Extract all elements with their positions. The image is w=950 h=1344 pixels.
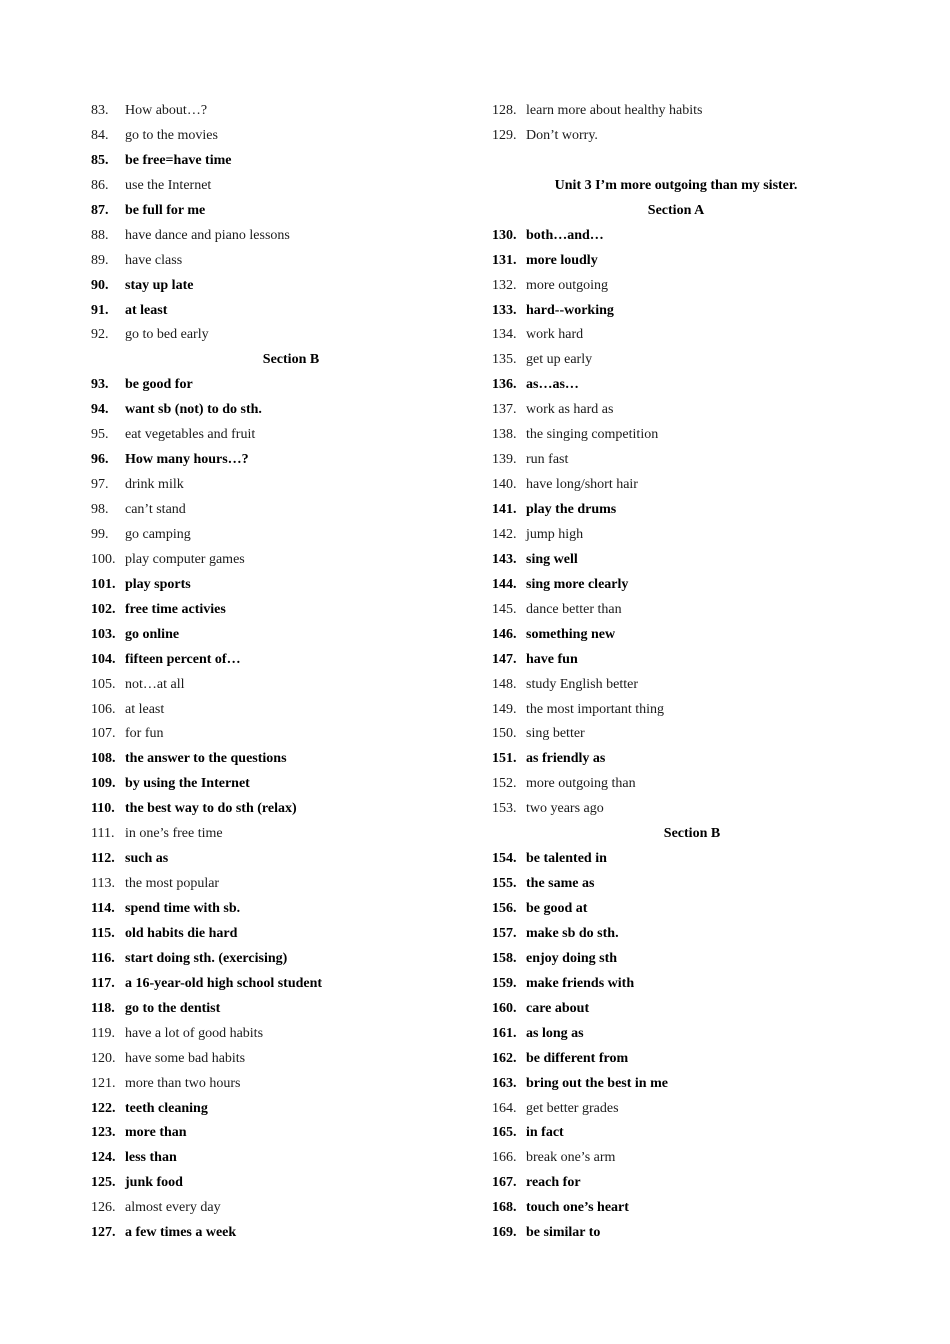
item-text: play computer games <box>125 551 245 567</box>
item-text: enjoy doing sth <box>526 950 618 966</box>
item-text: stay up late <box>125 277 194 293</box>
item-number: 88. <box>91 227 109 243</box>
vocab-item <box>492 847 892 872</box>
item-number: 98. <box>91 502 109 517</box>
item-text: at least <box>125 302 168 318</box>
vocab-item <box>492 124 892 149</box>
item-text: more than two hours <box>125 1075 241 1091</box>
vocab-item <box>492 598 892 623</box>
item-text: less than <box>125 1150 177 1166</box>
item-number: 116. <box>91 950 115 966</box>
item-number: 147. <box>492 651 517 667</box>
item-number: 114. <box>91 901 115 916</box>
vocab-item <box>91 323 481 348</box>
item-number: 135. <box>492 352 517 368</box>
item-number: 134. <box>492 327 517 343</box>
item-number: 123. <box>91 1125 116 1141</box>
vocab-item <box>91 1097 481 1122</box>
vocab-item <box>492 897 892 922</box>
item-text: break one’s arm <box>526 1150 616 1166</box>
right-column <box>492 99 892 1246</box>
item-text: have some bad habits <box>125 1050 246 1066</box>
vocab-item <box>91 373 481 398</box>
left-column <box>91 99 481 1246</box>
item-number: 143. <box>492 551 517 567</box>
item-text: have class <box>125 252 183 268</box>
item-text: be similar to <box>526 1225 601 1241</box>
item-number: 155. <box>492 876 517 892</box>
item-text: have long/short hair <box>526 477 638 493</box>
item-text: work as hard as <box>526 402 614 418</box>
item-text: can’t stand <box>125 502 186 517</box>
item-text: the most popular <box>125 876 220 892</box>
item-text: make sb do sth. <box>526 925 619 941</box>
vocab-item <box>91 199 481 224</box>
item-text: study English better <box>526 676 638 692</box>
vocab-item <box>492 1196 892 1221</box>
item-text: more outgoing than <box>526 776 636 792</box>
section-heading: Section A <box>647 202 705 218</box>
item-text: not…at all <box>125 676 185 692</box>
item-number: 84. <box>91 127 109 143</box>
section-heading: Section B <box>663 826 721 842</box>
item-number: 129. <box>492 127 517 143</box>
vocab-item <box>91 224 481 249</box>
item-number: 91. <box>91 302 109 318</box>
item-number: 133. <box>492 302 517 318</box>
vocab-item <box>91 1121 481 1146</box>
section-heading: Section B <box>262 352 320 368</box>
item-number: 122. <box>91 1100 116 1116</box>
vocab-item <box>492 797 892 822</box>
item-number: 115. <box>91 925 115 941</box>
item-text: be free=have time <box>125 152 232 168</box>
item-number: 151. <box>492 751 517 767</box>
item-text: play sports <box>125 576 191 592</box>
item-text: as long as <box>526 1025 584 1041</box>
item-text: in one’s free time <box>125 826 223 842</box>
item-text: be good at <box>526 901 588 916</box>
vocab-item <box>492 1221 892 1246</box>
item-number: 113. <box>91 876 115 892</box>
item-number: 99. <box>91 526 109 542</box>
item-number: 132. <box>492 277 517 293</box>
item-number: 158. <box>492 950 517 966</box>
vocab-item <box>492 698 892 723</box>
item-text: Don’t worry. <box>526 127 598 143</box>
item-number: 148. <box>492 676 517 692</box>
item-number: 103. <box>91 626 116 642</box>
item-number: 167. <box>492 1175 517 1191</box>
item-text: reach for <box>526 1175 581 1191</box>
vocab-item <box>492 249 892 274</box>
item-number: 169. <box>492 1225 517 1241</box>
item-number: 142. <box>492 526 517 542</box>
item-text: as friendly as <box>526 751 606 767</box>
item-number: 95. <box>91 427 109 443</box>
item-number: 124. <box>91 1150 116 1166</box>
item-number: 120. <box>91 1050 116 1066</box>
item-number: 85. <box>91 152 109 168</box>
vocab-item <box>492 1047 892 1072</box>
vocab-item <box>91 523 481 548</box>
vocab-item <box>492 573 892 598</box>
item-text: as…as… <box>526 377 579 393</box>
vocab-item <box>492 398 892 423</box>
item-number: 166. <box>492 1150 517 1166</box>
item-number: 157. <box>492 925 517 941</box>
item-text: be good for <box>125 377 193 393</box>
vocab-item <box>91 299 481 324</box>
item-text: have a lot of good habits <box>125 1025 264 1041</box>
item-number: 128. <box>492 103 517 118</box>
item-text: work hard <box>526 327 584 343</box>
vocab-item <box>91 99 481 124</box>
item-text: the singing competition <box>526 427 659 443</box>
item-text: more loudly <box>526 252 598 268</box>
item-number: 131. <box>492 252 517 268</box>
item-number: 162. <box>492 1050 517 1066</box>
vocab-item <box>492 348 892 373</box>
item-number: 111. <box>91 826 115 842</box>
vocab-item <box>492 922 892 947</box>
vocab-item <box>91 623 481 648</box>
item-number: 136. <box>492 377 517 393</box>
item-number: 164. <box>492 1100 517 1116</box>
item-number: 154. <box>492 851 517 867</box>
item-text: go online <box>125 626 180 642</box>
item-text: sing better <box>526 726 585 742</box>
vocab-item <box>492 1171 892 1196</box>
vocab-item <box>91 997 481 1022</box>
item-number: 119. <box>91 1025 115 1041</box>
vocab-item <box>492 623 892 648</box>
vocab-item <box>91 1221 481 1246</box>
vocab-item <box>492 1121 892 1146</box>
item-text: junk food <box>125 1175 183 1191</box>
vocab-item <box>91 473 481 498</box>
item-number: 92. <box>91 327 109 343</box>
item-number: 83. <box>91 103 109 118</box>
vocab-item <box>492 448 892 473</box>
item-number: 106. <box>91 701 116 717</box>
item-number: 104. <box>91 651 116 667</box>
item-text: learn more about healthy habits <box>526 103 703 118</box>
item-number: 105. <box>91 676 116 692</box>
item-text: eat vegetables and fruit <box>125 427 256 443</box>
item-number: 86. <box>91 177 109 193</box>
item-text: start doing sth. (exercising) <box>125 950 288 966</box>
item-number: 110. <box>91 801 115 817</box>
vocab-item <box>91 124 481 149</box>
vocab-item <box>492 548 892 573</box>
item-text: free time activies <box>125 601 226 617</box>
vocab-item <box>91 149 481 174</box>
vocab-item <box>91 922 481 947</box>
item-number: 150. <box>492 726 517 742</box>
item-text: get up early <box>526 352 593 368</box>
vocab-item <box>91 722 481 747</box>
item-number: 130. <box>492 227 517 243</box>
item-number: 117. <box>91 975 115 991</box>
vocab-item <box>492 747 892 772</box>
item-text: sing more clearly <box>526 576 629 592</box>
vocab-item <box>91 847 481 872</box>
item-text: care about <box>526 1000 590 1016</box>
item-number: 89. <box>91 252 109 268</box>
item-number: 153. <box>492 801 517 817</box>
vocab-item <box>91 972 481 997</box>
item-text: old habits die hard <box>125 925 238 941</box>
item-text: the answer to the questions <box>125 751 287 767</box>
vocab-item <box>91 1146 481 1171</box>
item-text: touch one’s heart <box>526 1200 629 1216</box>
vocab-item <box>91 797 481 822</box>
vocab-item <box>492 1072 892 1097</box>
item-text: want sb (not) to do sth. <box>125 402 262 418</box>
vocab-item <box>91 598 481 623</box>
item-text: hard--working <box>526 302 614 318</box>
item-text: go camping <box>125 526 191 542</box>
item-text: How about…? <box>125 103 208 118</box>
vocab-item <box>91 274 481 299</box>
vocab-item <box>492 1146 892 1171</box>
item-number: 93. <box>91 377 109 393</box>
item-text: jump high <box>526 526 584 542</box>
vocab-item <box>91 648 481 673</box>
item-text: at least <box>125 701 165 717</box>
section-heading: Unit 3 I’m more outgoing than my sister. <box>554 177 798 193</box>
vocab-item <box>492 772 892 797</box>
item-number: 145. <box>492 601 517 617</box>
item-text: have dance and piano lessons <box>125 227 290 243</box>
vocab-item <box>492 648 892 673</box>
vocab-item <box>492 1097 892 1122</box>
vocab-item <box>91 698 481 723</box>
item-text: go to the movies <box>125 127 218 143</box>
item-number: 101. <box>91 576 116 592</box>
vocab-item <box>492 972 892 997</box>
item-number: 165. <box>492 1125 517 1141</box>
item-number: 159. <box>492 975 517 991</box>
item-text: sing well <box>526 551 578 567</box>
vocab-item <box>91 1196 481 1221</box>
item-text: the best way to do sth (relax) <box>125 801 297 817</box>
vocab-item <box>91 498 481 523</box>
item-text: more than <box>125 1125 187 1141</box>
item-text: drink milk <box>125 477 184 493</box>
vocab-item <box>492 1022 892 1047</box>
item-text: two years ago <box>526 801 604 817</box>
item-text: make friends with <box>526 975 635 991</box>
item-number: 168. <box>492 1200 517 1216</box>
item-number: 149. <box>492 701 517 717</box>
item-number: 127. <box>91 1225 116 1241</box>
vocab-item <box>91 249 481 274</box>
blank-line <box>492 149 892 174</box>
vocab-item <box>492 323 892 348</box>
item-text: more outgoing <box>526 277 609 293</box>
item-number: 140. <box>492 477 517 493</box>
item-text: bring out the best in me <box>526 1075 668 1091</box>
item-number: 156. <box>492 901 517 916</box>
vocab-item <box>91 1171 481 1196</box>
vocab-item <box>91 822 481 847</box>
item-text: go to bed early <box>125 327 209 343</box>
item-text: dance better than <box>526 601 622 617</box>
item-number: 126. <box>91 1200 116 1216</box>
vocab-item <box>492 997 892 1022</box>
item-number: 100. <box>91 551 116 567</box>
vocab-item <box>492 722 892 747</box>
item-text: use the Internet <box>125 177 212 193</box>
vocab-item <box>91 1072 481 1097</box>
item-text: both…and… <box>526 227 604 243</box>
item-number: 112. <box>91 851 115 867</box>
item-number: 152. <box>492 776 517 792</box>
vocab-item <box>91 947 481 972</box>
item-number: 144. <box>492 576 517 592</box>
item-number: 160. <box>492 1000 517 1016</box>
item-text: a 16-year-old high school student <box>125 975 323 991</box>
vocab-item <box>492 299 892 324</box>
item-text: in fact <box>526 1125 564 1141</box>
item-number: 97. <box>91 477 109 493</box>
vocab-item <box>492 872 892 897</box>
vocab-item <box>91 398 481 423</box>
vocab-item <box>492 274 892 299</box>
item-text: something new <box>526 626 616 642</box>
item-number: 137. <box>492 402 517 418</box>
item-text: run fast <box>526 452 569 468</box>
item-number: 87. <box>91 202 109 218</box>
item-text: be full for me <box>125 202 206 218</box>
item-number: 141. <box>492 502 517 517</box>
item-number: 108. <box>91 751 116 767</box>
item-number: 90. <box>91 277 109 293</box>
vocab-item <box>91 772 481 797</box>
vocab-item <box>492 224 892 249</box>
item-text: fifteen percent of… <box>125 651 241 667</box>
item-text: go to the dentist <box>125 1000 221 1016</box>
item-text: by using the Internet <box>125 776 250 792</box>
item-number: 121. <box>91 1075 116 1091</box>
vocab-item <box>91 1047 481 1072</box>
vocab-item <box>492 523 892 548</box>
vocab-item <box>492 373 892 398</box>
item-number: 161. <box>492 1025 517 1041</box>
item-text: the same as <box>526 876 595 892</box>
vocab-item <box>91 1022 481 1047</box>
item-number: 96. <box>91 452 109 468</box>
item-number: 139. <box>492 452 517 468</box>
vocab-item <box>91 448 481 473</box>
item-text: play the drums <box>526 502 617 517</box>
item-number: 118. <box>91 1000 115 1016</box>
vocab-item <box>91 897 481 922</box>
vocab-item <box>492 498 892 523</box>
item-text: for fun <box>125 726 164 742</box>
item-text: be talented in <box>526 851 607 867</box>
vocab-item <box>492 423 892 448</box>
vocab-item <box>91 747 481 772</box>
vocab-item <box>91 573 481 598</box>
vocab-item <box>91 548 481 573</box>
vocab-item <box>492 99 892 124</box>
item-text: have fun <box>526 651 578 667</box>
item-number: 109. <box>91 776 116 792</box>
item-text: a few times a week <box>125 1225 237 1241</box>
item-number: 138. <box>492 427 517 443</box>
item-number: 163. <box>492 1075 517 1091</box>
item-number: 107. <box>91 726 116 742</box>
item-text: How many hours…? <box>125 452 249 468</box>
vocab-item <box>492 947 892 972</box>
vocab-item <box>492 473 892 498</box>
vocab-item <box>492 673 892 698</box>
item-text: the most important thing <box>526 701 665 717</box>
item-text: get better grades <box>526 1100 619 1116</box>
vocab-item <box>91 174 481 199</box>
item-text: almost every day <box>125 1200 221 1216</box>
item-text: such as <box>125 851 169 867</box>
vocab-item <box>91 423 481 448</box>
item-number: 102. <box>91 601 116 617</box>
item-number: 125. <box>91 1175 116 1191</box>
item-text: teeth cleaning <box>125 1100 208 1116</box>
item-number: 94. <box>91 402 109 418</box>
item-text: spend time with sb. <box>125 901 241 916</box>
item-number: 146. <box>492 626 517 642</box>
item-text: be different from <box>526 1050 629 1066</box>
vocab-item <box>91 673 481 698</box>
vocab-item <box>91 872 481 897</box>
